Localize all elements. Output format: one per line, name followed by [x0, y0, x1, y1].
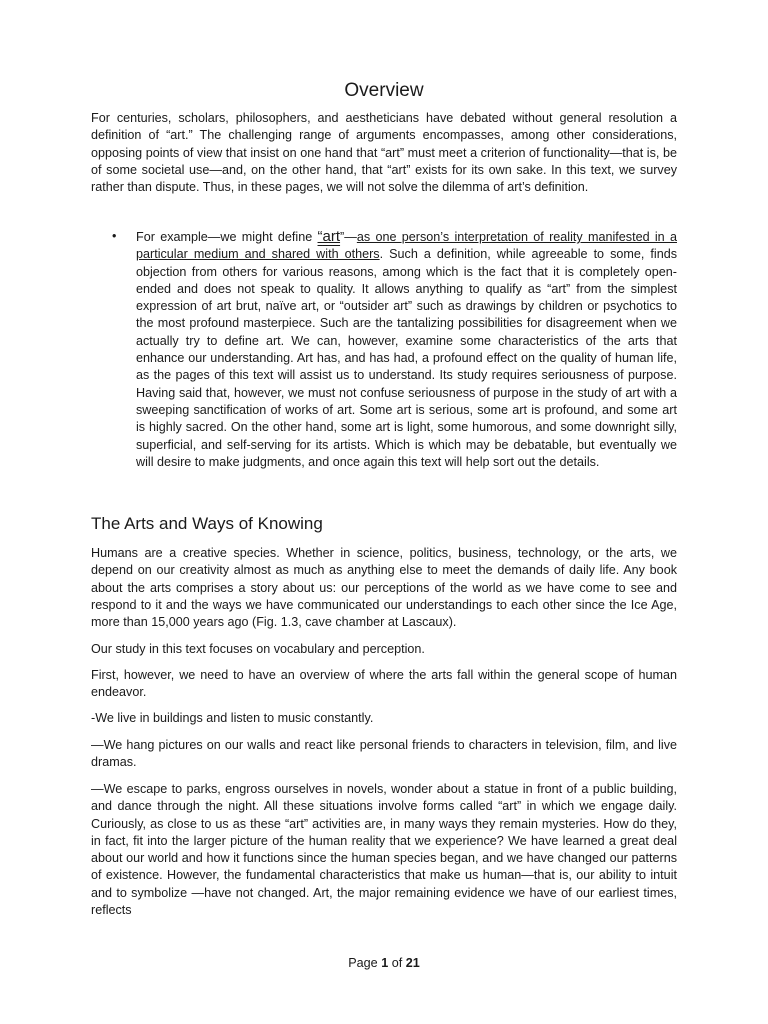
body-paragraph: -We live in buildings and listen to music constantly.	[91, 711, 374, 725]
defined-term: art	[322, 228, 341, 245]
page-footer	[0, 956, 768, 970]
footer-total-pages: 21	[405, 956, 420, 970]
bullet-icon: •	[112, 229, 117, 243]
body-paragraph: —We hang pictures on our walls and react like personal friends to characters in television, film, and live dramas.	[91, 738, 677, 770]
footer-current-page: 1	[381, 956, 389, 970]
term-open-quote: “	[317, 228, 323, 245]
section-heading: The Arts and Ways of Knowing	[91, 514, 323, 533]
body-paragraph: First, however, we need to have an overview of where the arts fall within the general scope of human endeavor.	[91, 668, 677, 700]
bullet-lead: For example—we might define	[136, 230, 318, 244]
bullet-item	[112, 228, 677, 471]
term-close-quote: ”—	[340, 230, 357, 244]
footer-page-word: Page	[348, 956, 382, 970]
bullet-rest: . Such a definition, while agreeable to some, finds objection from others for various reasons, among which is the fact that it is completely open-ended and does not speak to quality. It allows anything to qualify as “art” from the simplest expression of art brut, naïve art, or “outsider art” such as drawings by children or psychotics to the most profound masterpiece. Such are the tantalizing possibilities for disagreement when we actually try to define art. We can, however, examine some characteristics of the arts that enhance our understanding. Art has, and has had, a profound effect on the quality of human life, as the pages of this text will assist us to understand. Its study requires seriousness of purpose. Having said that, however, we must not confuse seriousness of purpose in the study of art with a sweeping sanctification of works of art. Some art is serious, some art is profound, and some art is highly sacred. On the other hand, some art is light, some humorous, and some downright silly, superficial, and self-serving for its artists. Which is which may be debatable, but eventually we will desire to make judgments, and once again this text will help sort out the details.	[136, 247, 678, 469]
term-definition: as one person’s interpretation of reality manifested in a particular medium and shared with others	[136, 230, 677, 262]
body-paragraph: —We escape to parks, engross ourselves in novels, wonder about a statue in front of a public building, and dance through the night. All these situations involve forms called “art” in which we engage daily. Curiously, as close to us as these “art” activities are, in many ways they remain mysteries. How do they, in fact, fit into the larger picture of the human reality that we experience? We have learned a great deal about our world and how it functions since the human species began, and we have changed our patterns of existence. However, the fundamental characteristics that make us human—that is, our ability to intuit and to symbolize —have not changed. Art, the major remaining evidence we have of our earliest times, reflects	[91, 782, 677, 918]
body-paragraph: Humans are a creative species. Whether in science, politics, business, technology, or the arts, we depend on our creativity almost as much as anything else to meet the demands of daily life. Any book about the arts comprises a story about us: our perceptions of the world as we have come to see and respond to it and the ways we have communicated our understandings to each other since the Ice Age, more than 15,000 years ago (Fig. 1.3, cave chamber at Lascaux).	[91, 546, 677, 630]
footer-of-word: of	[388, 956, 406, 970]
body-paragraph: Our study in this text focuses on vocabulary and perception.	[91, 642, 425, 656]
bullet-text	[136, 228, 677, 471]
page-title: Overview	[344, 80, 424, 101]
intro-paragraph: For centuries, scholars, philosophers, and aestheticians have debated without general resolution a definition of “art.” The challenging range of arguments encompasses, among other considerations, opposing points of view that insist on one hand that “art” must meet a criterion of functionality—that is, be of some societal use—and, on the other hand, that “art” exists for its own sake. In this text, we survey rather than dispute. Thus, in these pages, we will not solve the dilemma of art’s definition.	[91, 111, 677, 195]
